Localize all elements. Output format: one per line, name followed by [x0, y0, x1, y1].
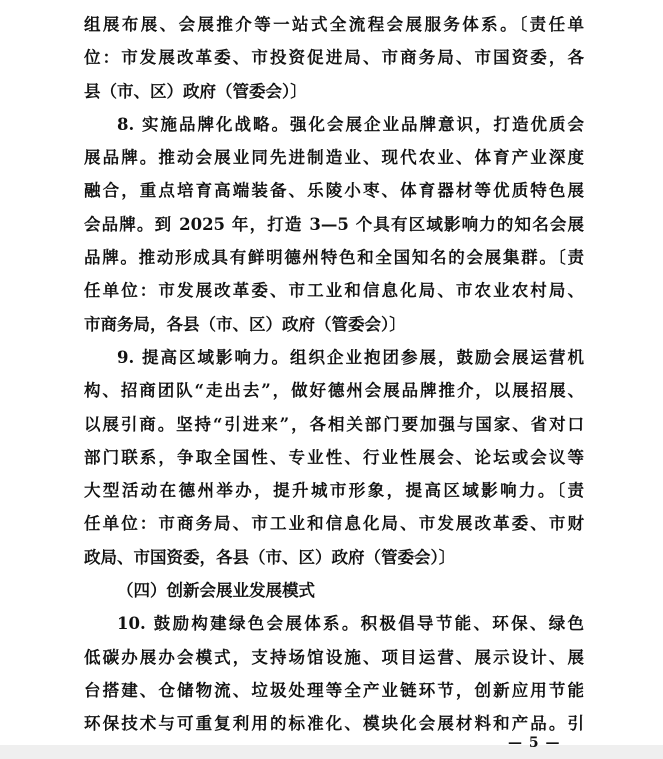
text-line: 任单位：市发展改革委、市工业和信息化局、市农业农村局、 [84, 281, 584, 301]
paragraph-10-start: 10. 鼓励构建绿色会展体系。积极倡导节能、环保、绿色 [117, 614, 584, 634]
text-line: 县（市、区）政府（管委会）〕 [84, 81, 307, 101]
text-line: 部门联系，争取全国性、专业性、行业性展会、论坛或会议等 [84, 447, 584, 467]
text-line: 环保技术与可重复利用的标准化、模块化会展材料和产品。引 [84, 714, 584, 734]
paragraph-8-start: 8. 实施品牌化战略。强化会展企业品牌意识，打造优质会 [117, 114, 584, 134]
text-line: 市商务局，各县（市、区）政府（管委会）〕 [84, 314, 406, 334]
text-line: 位：市发展改革委、市投资促进局、市商务局、市国资委，各 [84, 48, 584, 68]
text-line: 任单位：市商务局、市工业和信息化局、市发展改革委、市财 [84, 514, 584, 534]
text-line: 组展布展、会展推介等一站式全流程会展服务体系。〔责任单 [84, 15, 584, 34]
page-bottom-edge [0, 745, 663, 759]
text-line: 以展引商。坚持“引进来”，各相关部门要加强与国家、省对口 [84, 414, 584, 434]
text-line: 展品牌。推动会展业同先进制造业、现代农业、体育产业深度 [84, 148, 584, 168]
page-number: — 5 — [508, 735, 561, 751]
text-line: 构、招商团队“走出去”，做好德州会展品牌推介，以展招展、 [84, 381, 584, 401]
text-line: 政局、市国资委，各县（市、区）政府（管委会）〕 [84, 547, 456, 567]
text-line: 低碳办展办会模式，支持场馆设施、项目运营、展示设计、展 [84, 647, 584, 667]
paragraph-9-start: 9. 提高区域影响力。组织企业抱团参展，鼓励会展运营机 [117, 347, 584, 367]
text-line: 大型活动在德州举办，提升城市形象，提高区域影响力。〔责 [84, 481, 584, 501]
section-heading: （四）创新会展业发展模式 [117, 581, 315, 601]
text-line: 品牌。推动形成具有鲜明德州特色和全国知名的会展集群。〔责 [84, 248, 584, 268]
body-text [84, 8, 584, 741]
text-line: 会品牌。到 2025 年，打造 3—5 个具有区域影响力的知名会展 [84, 214, 584, 234]
text-line: 台搭建、仓储物流、垃圾处理等全产业链环节，创新应用节能 [84, 680, 584, 700]
text-line: 融合，重点培育高端装备、乐陵小枣、体育器材等优质特色展 [84, 181, 584, 201]
